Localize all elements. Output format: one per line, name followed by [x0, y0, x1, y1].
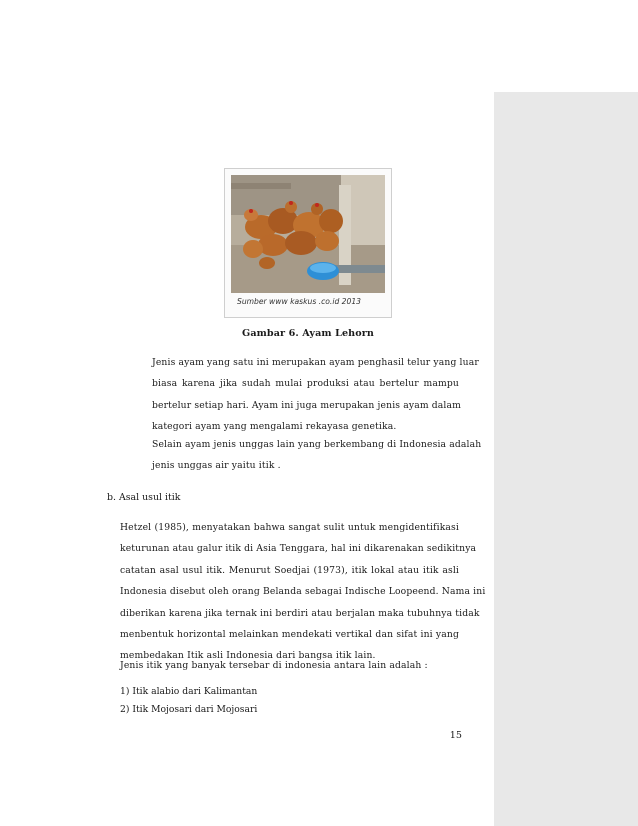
paragraph-1 [152, 352, 479, 438]
paragraph-line: bertelur setiap hari. Ayam ini juga merupakan jenis ayam dalam [152, 399, 461, 411]
paragraph-line: jenis unggas air yaitu itik . [152, 460, 281, 472]
paragraph-line: diberikan karena jika ternak ini berdiri atau berjalan maka tubuhnya tidak [120, 607, 480, 619]
list-item: 1) Itik alabio dari Kalimantan [120, 686, 258, 697]
comment-pane-top [494, 0, 638, 92]
figure-frame [224, 168, 392, 318]
chicken-photo [231, 175, 385, 293]
paragraph-line: membedakan Itik asli Indonesia dari bangsa itik lain. [120, 650, 376, 662]
comment-pane [494, 92, 638, 826]
paragraph-4 [120, 655, 459, 676]
figure-caption: Gambar 6. Ayam Lehorn [242, 328, 374, 339]
paragraph-line: kategori ayam yang mengalami rekayasa genetika. [152, 421, 397, 433]
paragraph-line: Selain ayam jenis unggas lain yang berkembang di Indonesia adalah [152, 439, 482, 450]
paragraph-line: catatan asal usul itik. Menurut Soedjai (1973), itik lokal atau itik asli [120, 564, 459, 576]
figure-credit: Sumber www kaskus .co.id 2013 [237, 297, 362, 306]
paragraph-line: Jenis itik yang banyak tersebar di indonesia antara lain adalah : [120, 660, 428, 671]
section-heading: b. Asal usul itik [107, 492, 181, 503]
page-number: 15 [449, 730, 462, 741]
paragraph-line: Hetzel (1985), menyatakan bahwa sangat sulit untuk mengidentifikasi [120, 522, 459, 533]
paragraph-line: Indonesia disebut oleh orang Belanda sebagai Indische Loopeend. Nama ini [120, 586, 486, 598]
paragraph-line: Jenis ayam yang satu ini merupakan ayam penghasil telur yang luar [152, 357, 479, 368]
list-item: 2) Itik Mojosari dari Mojosari [120, 704, 258, 715]
paragraph-2 [152, 434, 482, 477]
paragraph-line: keturunan atau galur itik di Asia Tenggara, hal ini dikarenakan sedikitnya [120, 543, 477, 555]
paragraph-3 [120, 517, 486, 667]
paragraph-line: menbentuk horizontal melainkan mendekati vertikal dan sifat ini yang [120, 628, 459, 640]
paragraph-line: biasa karena jika sudah mulai produksi atau bertelur mampu [152, 378, 459, 390]
